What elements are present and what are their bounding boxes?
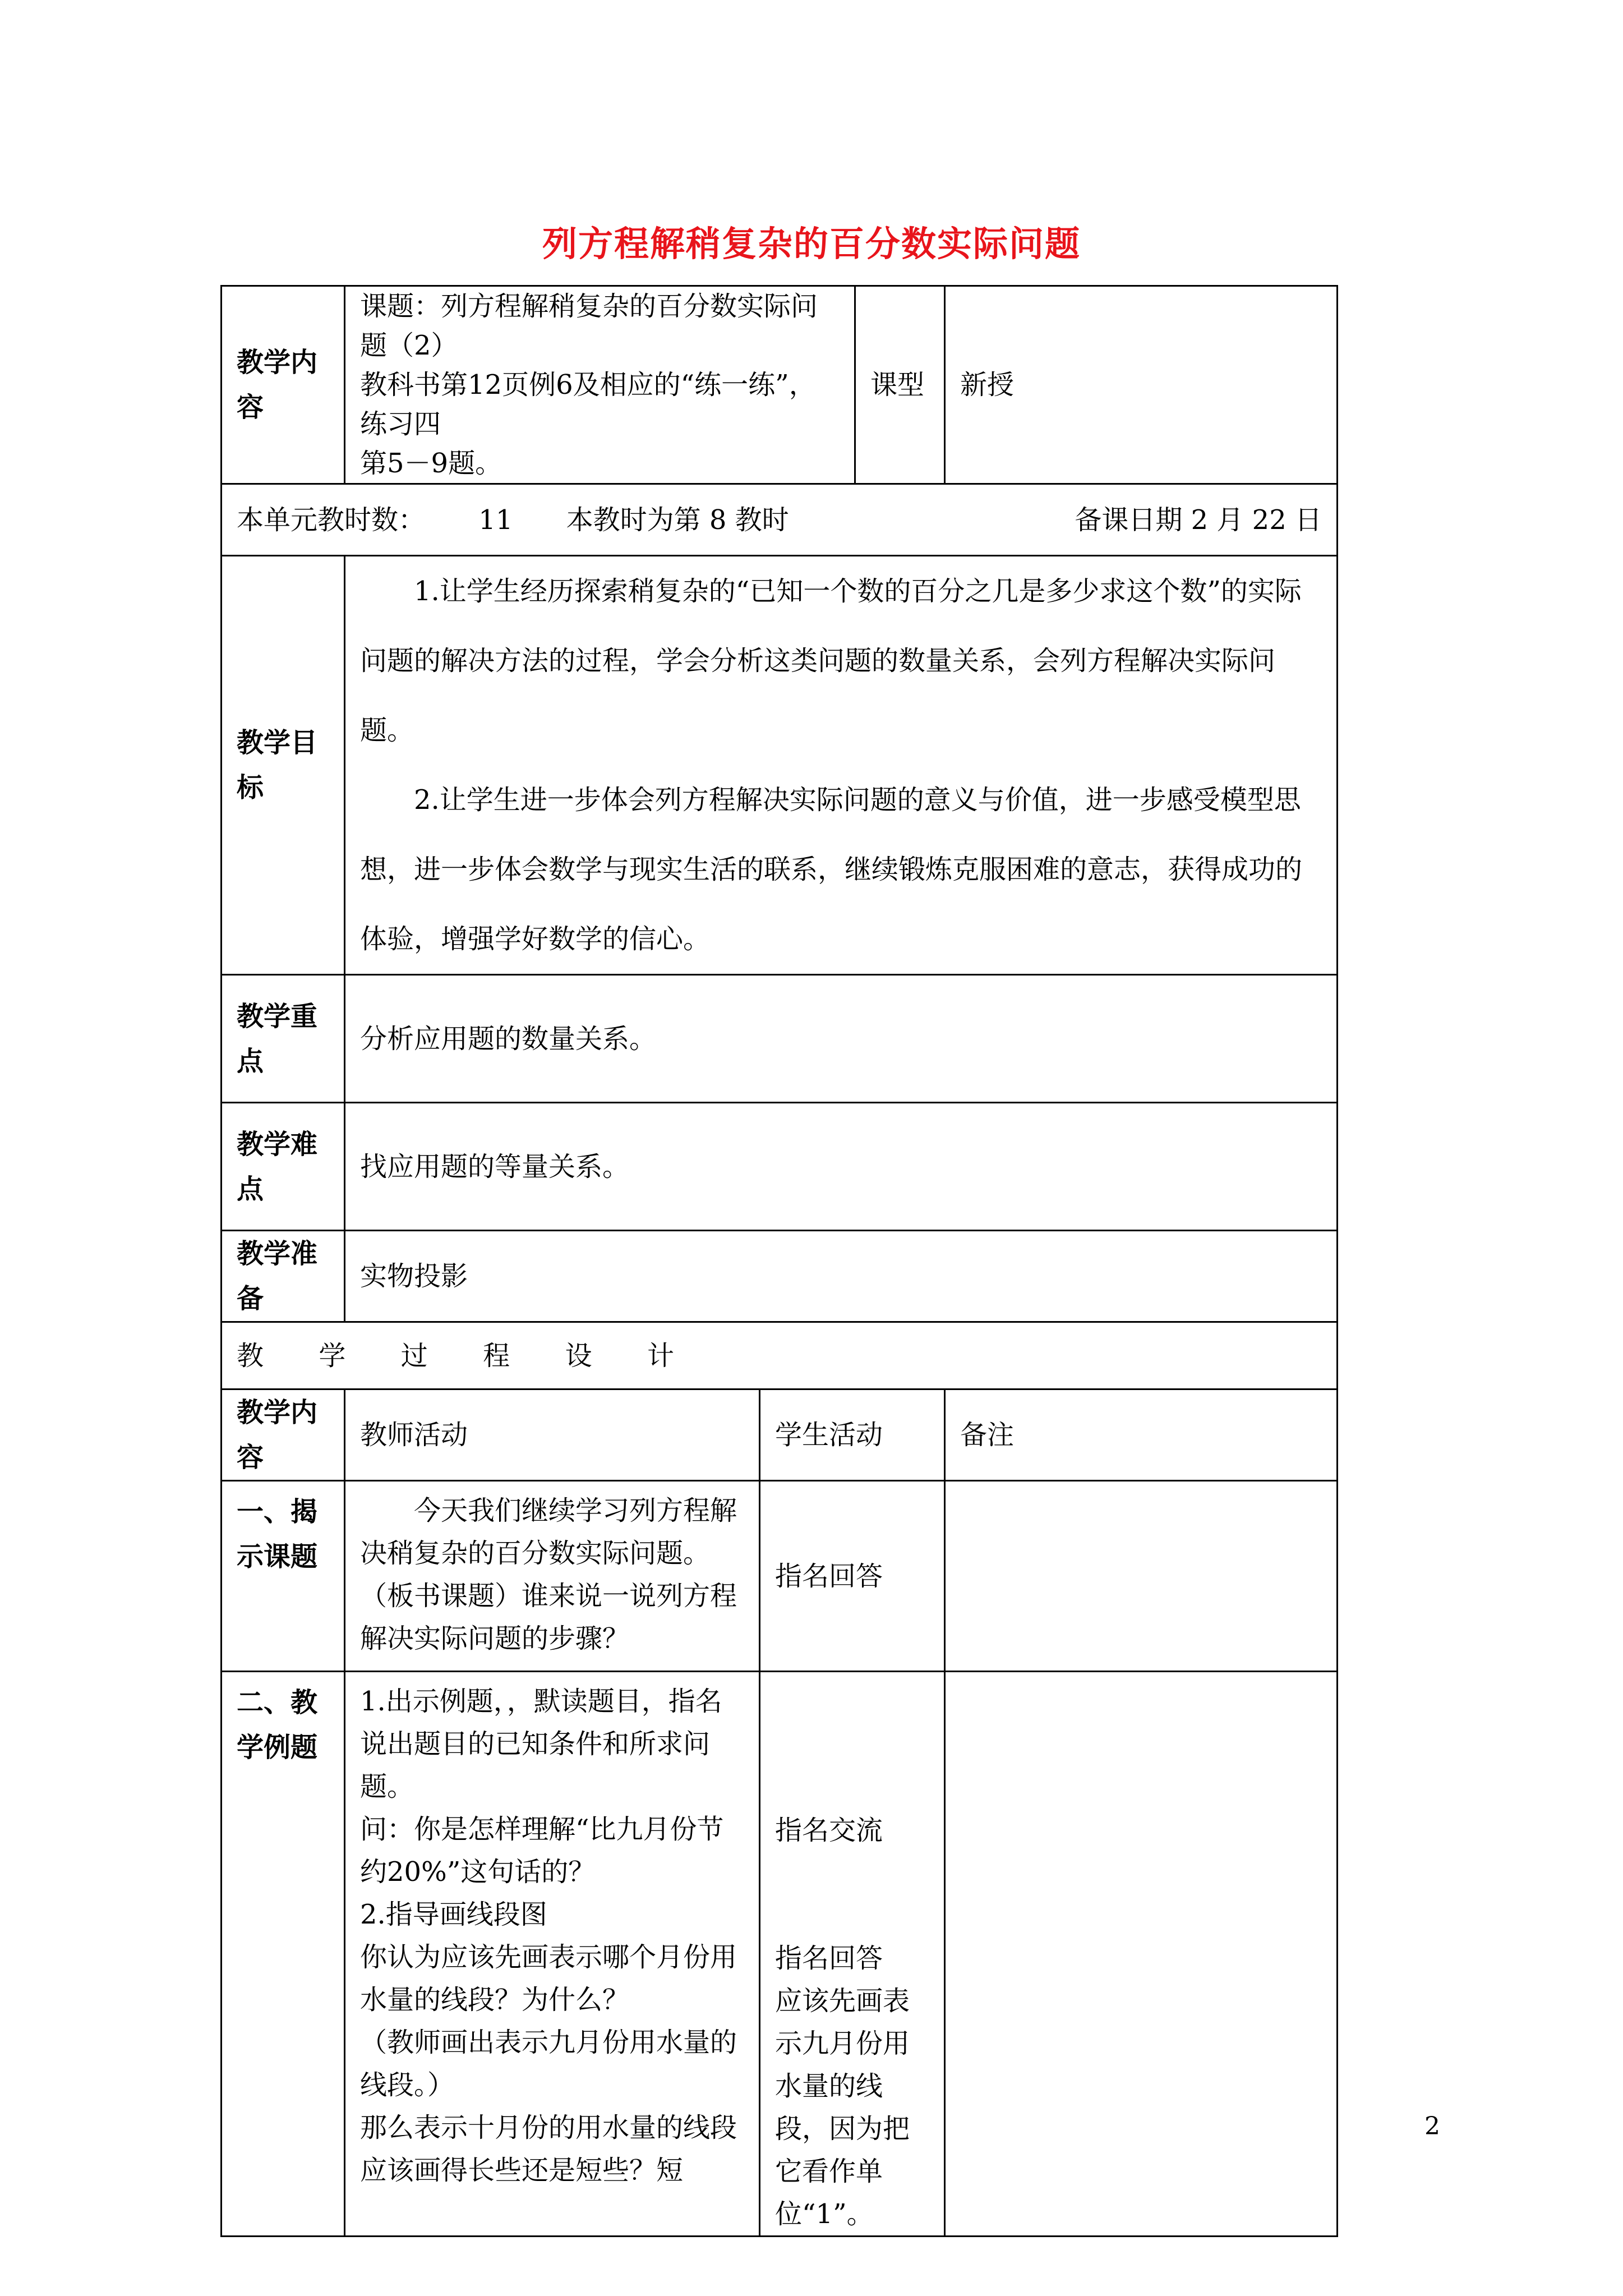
goals-row [222, 556, 1338, 975]
teacher-line: （教师画出表示九月份用水量的线段。） [360, 2027, 737, 2101]
content-label: 教学内容 [222, 286, 345, 484]
focus-label: 教学重点 [222, 975, 345, 1103]
column-header-row [222, 1389, 1338, 1481]
student-activity: 指名回答 [760, 1481, 945, 1672]
teacher-line: 1.出示例题，，默读题目，指名说出题目的已知条件和所求问题。 [360, 1686, 722, 1802]
type-value: 新授 [945, 286, 1338, 484]
difficulty-text: 找应用题的等量关系。 [345, 1103, 1338, 1231]
difficulty-label: 教学难点 [222, 1103, 345, 1231]
teacher-line: 问：你是怎样理解“比九月份节约20%”这句话的？ [360, 1814, 724, 1888]
heading-char: 学 [319, 1340, 346, 1372]
teacher-line: 那么表示十月份的用水量的线段应该画得长些还是短些？短 [360, 2112, 737, 2186]
section-label: 一、揭示课题 [222, 1481, 345, 1672]
heading-char: 过 [400, 1340, 428, 1372]
prep-row [222, 1231, 1338, 1322]
page-number: 2 [1424, 2112, 1440, 2141]
goals-text [345, 556, 1338, 975]
teacher-activity: 今天我们继续学习列方程解决稍复杂的百分数实际问题。（板书课题）谁来说一说列方程解决实际问题的步骤？ [345, 1481, 760, 1672]
teacher-line: 你认为应该先画表示哪个月份用水量的线段？为什么？ [360, 1941, 737, 2016]
lesson-plan-table [220, 285, 1338, 2237]
subject-line: 课题：列方程解稍复杂的百分数实际问题（2） [360, 291, 818, 361]
info-row [222, 484, 1338, 556]
unit-hours-label: 本单元教时数： [237, 504, 426, 536]
current-lesson: 本教时为第 8 教时 [566, 504, 789, 536]
document-title: 列方程解稍复杂的百分数实际问题 [542, 223, 1081, 264]
teacher-activity [345, 1672, 760, 2237]
teacher-line: 2.指导画线段图 [360, 1899, 547, 1930]
student-line: 应该先画表示九月份用水量的线段，因为把它看作单位“1”。 [775, 1985, 910, 2230]
prep-label: 教学准备 [222, 1231, 345, 1322]
student-line: 指名交流 [775, 1815, 883, 1846]
notes-cell [945, 1481, 1338, 1672]
prep-text: 实物投影 [345, 1231, 1338, 1322]
col-student: 学生活动 [760, 1389, 945, 1481]
subject-line: 第5－9题。 [360, 448, 502, 479]
header-row [222, 286, 1338, 484]
focus-text: 分析应用题的数量关系。 [345, 975, 1338, 1103]
heading-char: 计 [647, 1340, 674, 1372]
notes-cell [945, 1672, 1338, 2237]
focus-row [222, 975, 1338, 1103]
heading-char: 教 [237, 1340, 264, 1372]
col-content: 教学内容 [222, 1389, 345, 1481]
prep-date: 备课日期 2 月 22 日 [1075, 504, 1322, 536]
table-row [222, 1672, 1338, 2237]
process-heading-row [222, 1322, 1338, 1389]
type-label: 课型 [855, 286, 945, 484]
student-activity [760, 1672, 945, 2237]
goals-label: 教学目标 [222, 556, 345, 975]
subject-cell [345, 286, 855, 484]
student-line: 指名回答 [775, 1943, 883, 1974]
subject-line: 教科书第12页例6及相应的“练一练”，练习四 [360, 369, 816, 440]
goal-item: 1.让学生经历探索稍复杂的“已知一个数的百分之几是多少求这个数”的实际问题的解决方法的过程，学会分析这类问题的数量关系，会列方程解决实际问题。 [360, 576, 1302, 746]
table-row [222, 1481, 1338, 1672]
section-label: 二、教学例题 [222, 1672, 345, 2237]
unit-hours-value: 11 [478, 504, 513, 536]
heading-char: 程 [483, 1340, 510, 1372]
col-teacher: 教师活动 [345, 1389, 760, 1481]
goal-item: 2.让学生进一步体会列方程解决实际问题的意义与价值，进一步感受模型思想，进一步体会数学与现实生活的联系，继续锻炼克服困难的意志，获得成功的体验，增强学好数学的信心。 [360, 784, 1303, 955]
col-notes: 备注 [945, 1389, 1338, 1481]
heading-char: 设 [565, 1340, 592, 1372]
difficulty-row [222, 1103, 1338, 1231]
